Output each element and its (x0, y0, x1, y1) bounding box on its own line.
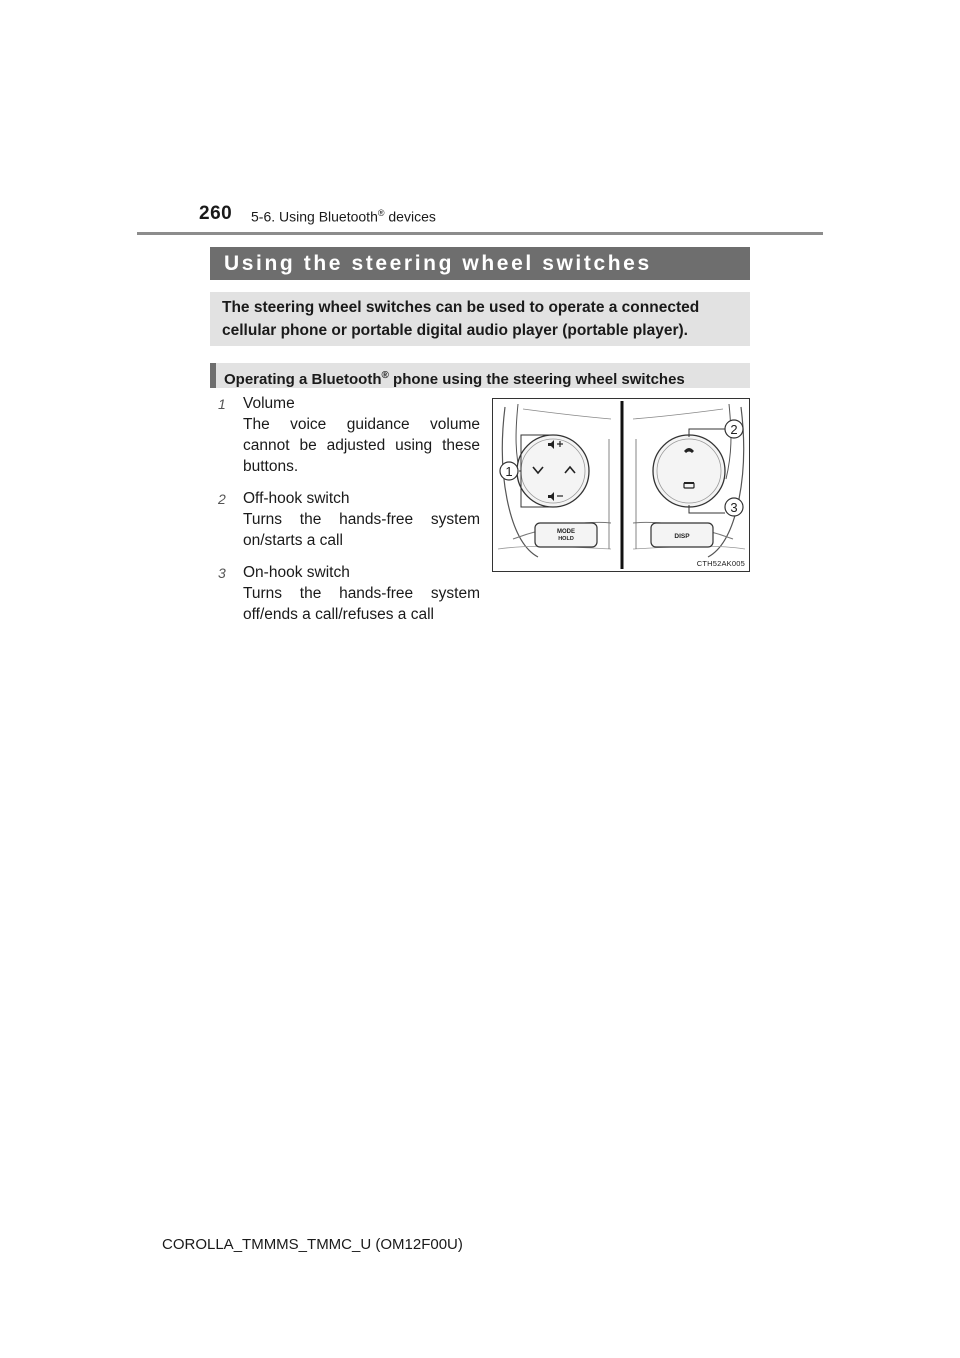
list-item (218, 562, 480, 625)
callout-2: 2 (730, 422, 738, 437)
steering-wheel-figure (492, 398, 750, 572)
section-title: Using the steering wheel switches (210, 247, 750, 280)
disp-button-label: DISP (674, 533, 690, 540)
header-rule (137, 232, 823, 235)
page-number: 260 (199, 203, 233, 224)
item-title: Volume (243, 395, 295, 412)
item-description: The voice guidance volume cannot be adjusted using these buttons. (243, 416, 480, 475)
callout-3: 3 (730, 500, 738, 515)
item-list (218, 393, 480, 636)
footer-doc-id: COROLLA_TMMMS_TMMC_U (OM12F00U) (162, 1236, 463, 1253)
list-item (218, 393, 480, 477)
steering-wheel-illustration (493, 399, 749, 571)
subheading (210, 363, 750, 388)
mode-button-label: MODE (557, 529, 575, 535)
item-title: Off-hook switch (243, 490, 350, 507)
registered-mark: ® (381, 370, 389, 381)
intro-box: The steering wheel switches can be used to operate a connected cellular phone or portable digital audio player (portable player). (210, 292, 750, 346)
list-item (218, 488, 480, 551)
subheading-suffix: phone using the steering wheel switches (388, 371, 685, 388)
item-number: 3 (218, 565, 226, 581)
item-number: 1 (218, 396, 226, 412)
hold-button-label: HOLD (558, 536, 574, 542)
figure-code: CTH52AK005 (696, 559, 745, 568)
registered-mark: ® (377, 208, 385, 218)
item-number: 2 (218, 491, 226, 507)
callout-1: 1 (505, 464, 513, 479)
subheading-prefix: Operating a Bluetooth (224, 371, 382, 388)
section-label (251, 208, 436, 225)
item-description: Turns the hands-free system on/starts a call (243, 511, 480, 549)
item-description: Turns the hands-free system off/ends a call/refuses a call (243, 585, 480, 623)
section-prefix: 5-6. Using Bluetooth (251, 208, 378, 225)
section-suffix: devices (384, 208, 436, 225)
item-title: On-hook switch (243, 564, 350, 581)
